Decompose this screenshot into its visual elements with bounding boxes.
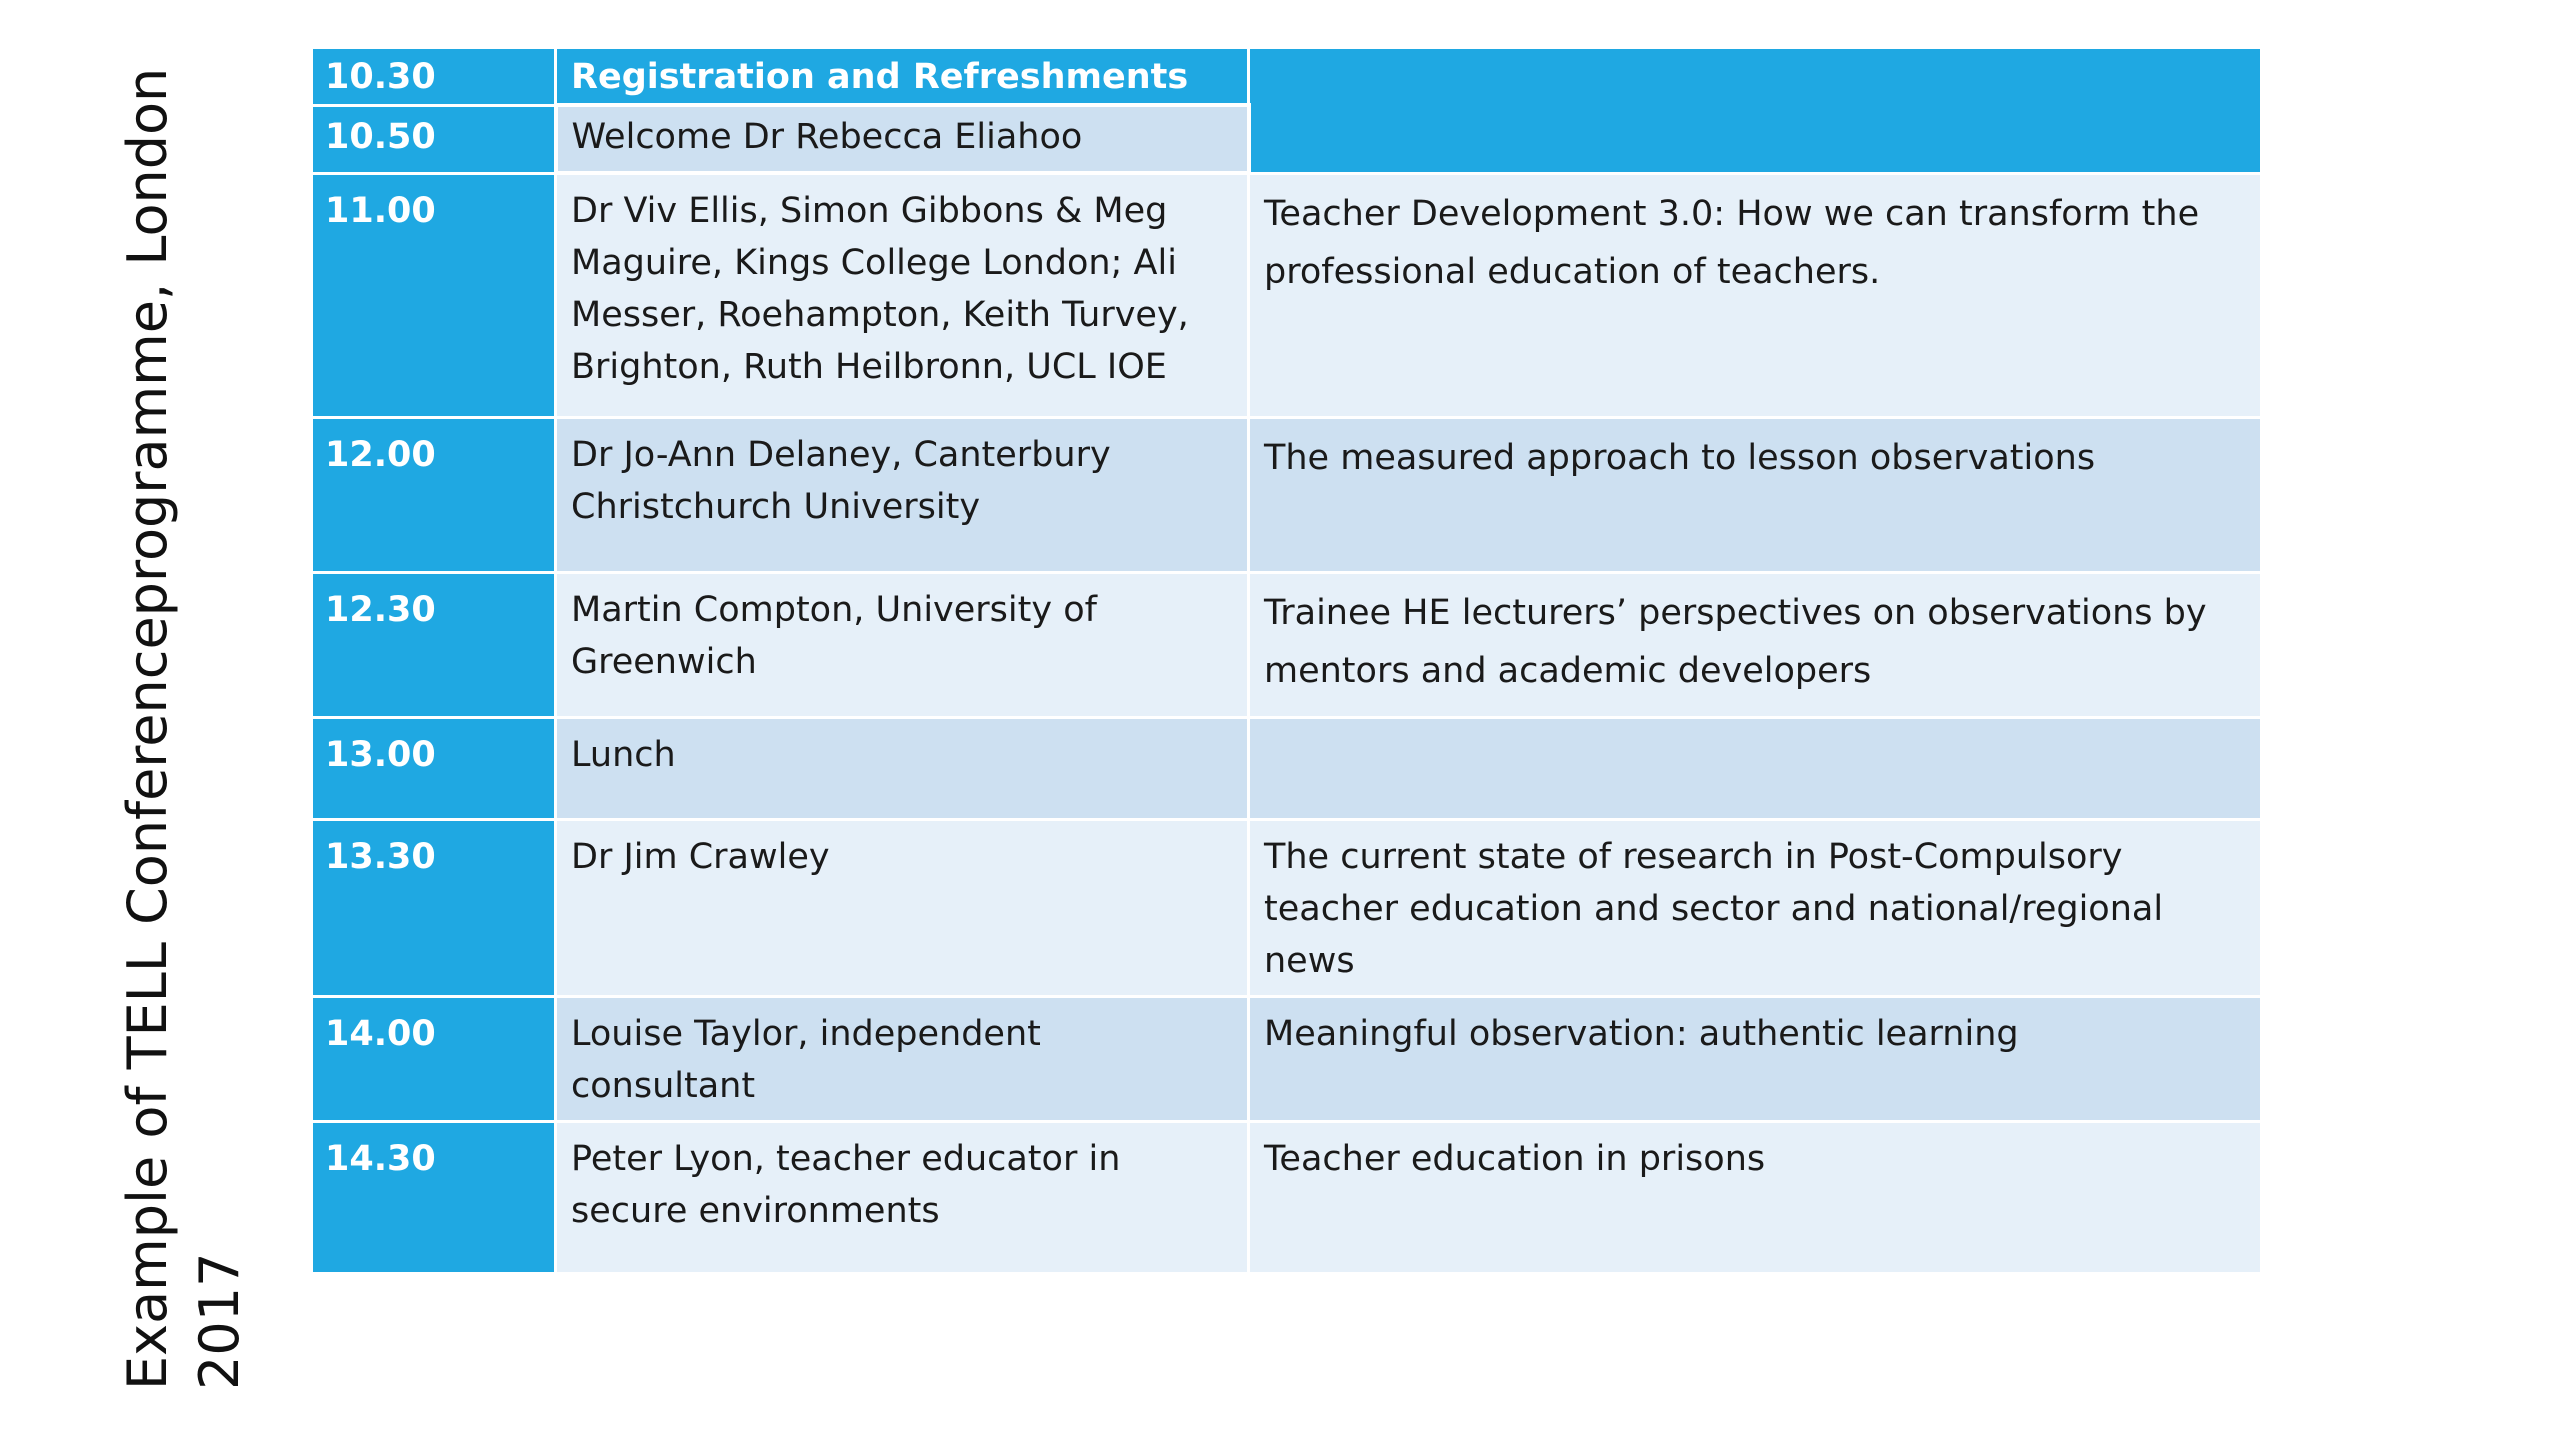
speaker-cell: Dr Jim Crawley bbox=[556, 819, 1249, 996]
title-cell: Meaningful observation: authentic learning bbox=[1249, 996, 2262, 1121]
speaker-cell: Lunch bbox=[556, 717, 1249, 819]
table-row bbox=[312, 572, 2262, 717]
time-cell: 14.30 bbox=[312, 1121, 556, 1273]
time-cell: 13.30 bbox=[312, 819, 556, 996]
table-row bbox=[312, 48, 2262, 106]
table-row bbox=[312, 717, 2262, 819]
time-cell: 11.00 bbox=[312, 173, 556, 417]
speaker-cell: Dr Viv Ellis, Simon Gibbons & Meg Maguire, Kings College London; Ali Messer, Roehampton, Keith Turvey, Brighton, Ruth Heilbronn, UCL IOE bbox=[556, 173, 1249, 417]
time-cell: 14.00 bbox=[312, 996, 556, 1121]
speaker-cell: Registration and Refreshments bbox=[556, 48, 1249, 106]
title-cell: The measured approach to lesson observations bbox=[1249, 417, 2262, 572]
title-cell: Teacher Development 3.0: How we can transform the professional education of teachers. bbox=[1249, 173, 2262, 417]
speaker-cell: Martin Compton, University of Greenwich bbox=[556, 572, 1249, 717]
side-title bbox=[112, 0, 256, 1390]
speaker-cell: Louise Taylor, independent consultant bbox=[556, 996, 1249, 1121]
side-title-line2: 2017 bbox=[188, 1252, 251, 1390]
time-cell: 10.50 bbox=[312, 105, 556, 173]
side-title-line1: Example of TELL Conferenceprogramme, London bbox=[116, 67, 179, 1390]
speaker-cell: Welcome Dr Rebecca Eliahoo bbox=[556, 105, 1249, 173]
time-cell: 12.30 bbox=[312, 572, 556, 717]
title-cell: Trainee HE lecturers’ perspectives on observations by mentors and academic developers bbox=[1249, 572, 2262, 717]
title-cell bbox=[1249, 48, 2262, 174]
table-row bbox=[312, 173, 2262, 417]
time-cell: 13.00 bbox=[312, 717, 556, 819]
time-cell: 12.00 bbox=[312, 417, 556, 572]
table-row bbox=[312, 417, 2262, 572]
time-cell: 10.30 bbox=[312, 48, 556, 106]
speaker-cell: Dr Jo-Ann Delaney, Canterbury Christchurch University bbox=[556, 417, 1249, 572]
title-cell: The current state of research in Post-Compulsory teacher education and sector and national/regional news bbox=[1249, 819, 2262, 996]
speaker-cell: Peter Lyon, teacher educator in secure environments bbox=[556, 1121, 1249, 1273]
programme-table bbox=[310, 46, 2263, 1275]
title-cell: Teacher education in prisons bbox=[1249, 1121, 2262, 1273]
table-row bbox=[312, 819, 2262, 996]
table-row bbox=[312, 996, 2262, 1121]
title-cell bbox=[1249, 717, 2262, 819]
table-row bbox=[312, 1121, 2262, 1273]
